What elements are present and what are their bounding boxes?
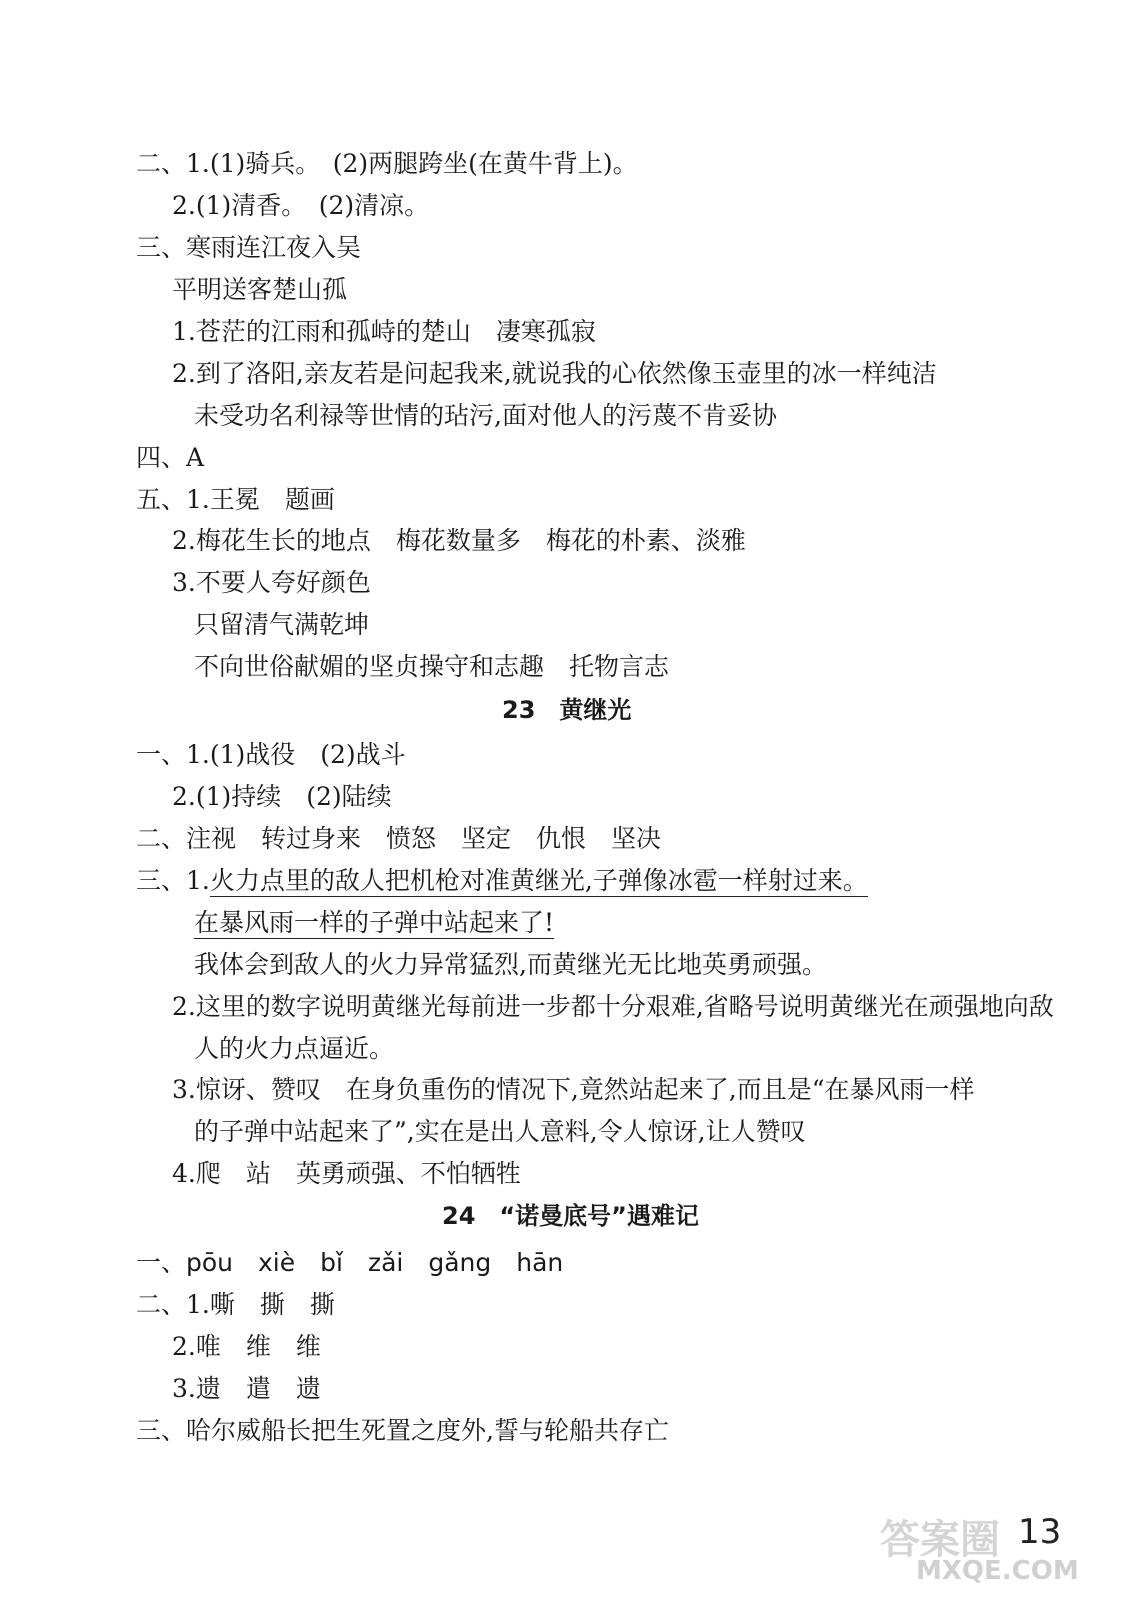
answer-line: 3.惊讶、赞叹 在身负重伤的情况下,竟然站起来了,而且是“在暴风雨一样 [172,1075,975,1104]
answer-line: 2.(1)清香。 (2)清凉。 [172,191,430,220]
page-number: 13 [1018,1512,1062,1552]
answer-prefix: 三、1. [136,866,210,895]
answer-line: 一、pōu xiè bǐ zǎi gǎng hān [136,1248,564,1277]
answer-line: 二、1.(1)骑兵。 (2)两腿跨坐(在黄牛背上)。 [136,149,638,178]
answer-line: 1.苍茫的江雨和孤峙的楚山 凄寒孤寂 [172,317,596,346]
answer-line: 三、哈尔威船长把生死置之度外,誓与轮船共存亡 [136,1416,669,1445]
answer-line: 2.到了洛阳,亲友若是问起我来,就说我的心依然像玉壶里的冰一样纯洁 [172,359,937,388]
answer-line: 的子弹中站起来了”,实在是出人意料,令人惊讶,让人赞叹 [194,1117,806,1146]
watermark-logo: 答案圈 [880,1517,1000,1563]
answer-line: 2.梅花生长的地点 梅花数量多 梅花的朴素、淡雅 [172,526,746,555]
answer-line [136,864,868,898]
answer-line: 2.(1)持续 (2)陆续 [172,782,392,811]
answer-line: 3.不要人夸好颜色 [172,568,371,597]
answer-line: 人的火力点逼近。 [194,1034,395,1063]
answer-line: 二、注视 转过身来 愤怒 坚定 仇恨 坚决 [136,824,662,853]
answer-line: 只留清气满乾坤 [194,610,370,639]
answer-line: 五、1.王冕 题画 [136,485,335,514]
answer-line: 三、寒雨连江夜入吴 [136,233,362,262]
answer-line: 3.遗 遣 遗 [172,1374,321,1403]
answer-line: 四、A [136,443,205,472]
lesson-title: 23 黄继光 [502,696,632,724]
answer-line: 不向世俗献媚的坚贞操守和志趣 托物言志 [194,652,670,681]
answer-line: 我体会到敌人的火力异常猛烈,而黄继光无比地英勇顽强。 [194,950,827,979]
answer-line: 未受功名利禄等世情的玷污,面对他人的污蔑不肯妥协 [194,401,777,430]
answer-line: 2.这里的数字说明黄继光每前进一步都十分艰难,省略号说明黄继光在顽强地向敌 [172,992,1054,1021]
answer-line: 平明送客楚山孤 [172,275,348,304]
answer-line [194,906,554,940]
lesson-title: 24 “诺曼底号”遇难记 [442,1202,699,1230]
answer-line: 一、1.(1)战役 (2)战斗 [136,740,406,769]
underlined-sentence: 在暴风雨一样的子弹中站起来了! [194,908,555,937]
answer-line: 4.爬 站 英勇顽强、不怕牺牲 [172,1159,521,1188]
answer-line: 2.唯 维 维 [172,1332,321,1361]
watermark-url: MXQE.COM [916,1556,1079,1586]
underlined-sentence: 火力点里的敌人把机枪对准黄继光,子弹像冰雹一样射过来。 [209,866,868,895]
answer-line: 二、1.嘶 撕 撕 [136,1290,335,1319]
